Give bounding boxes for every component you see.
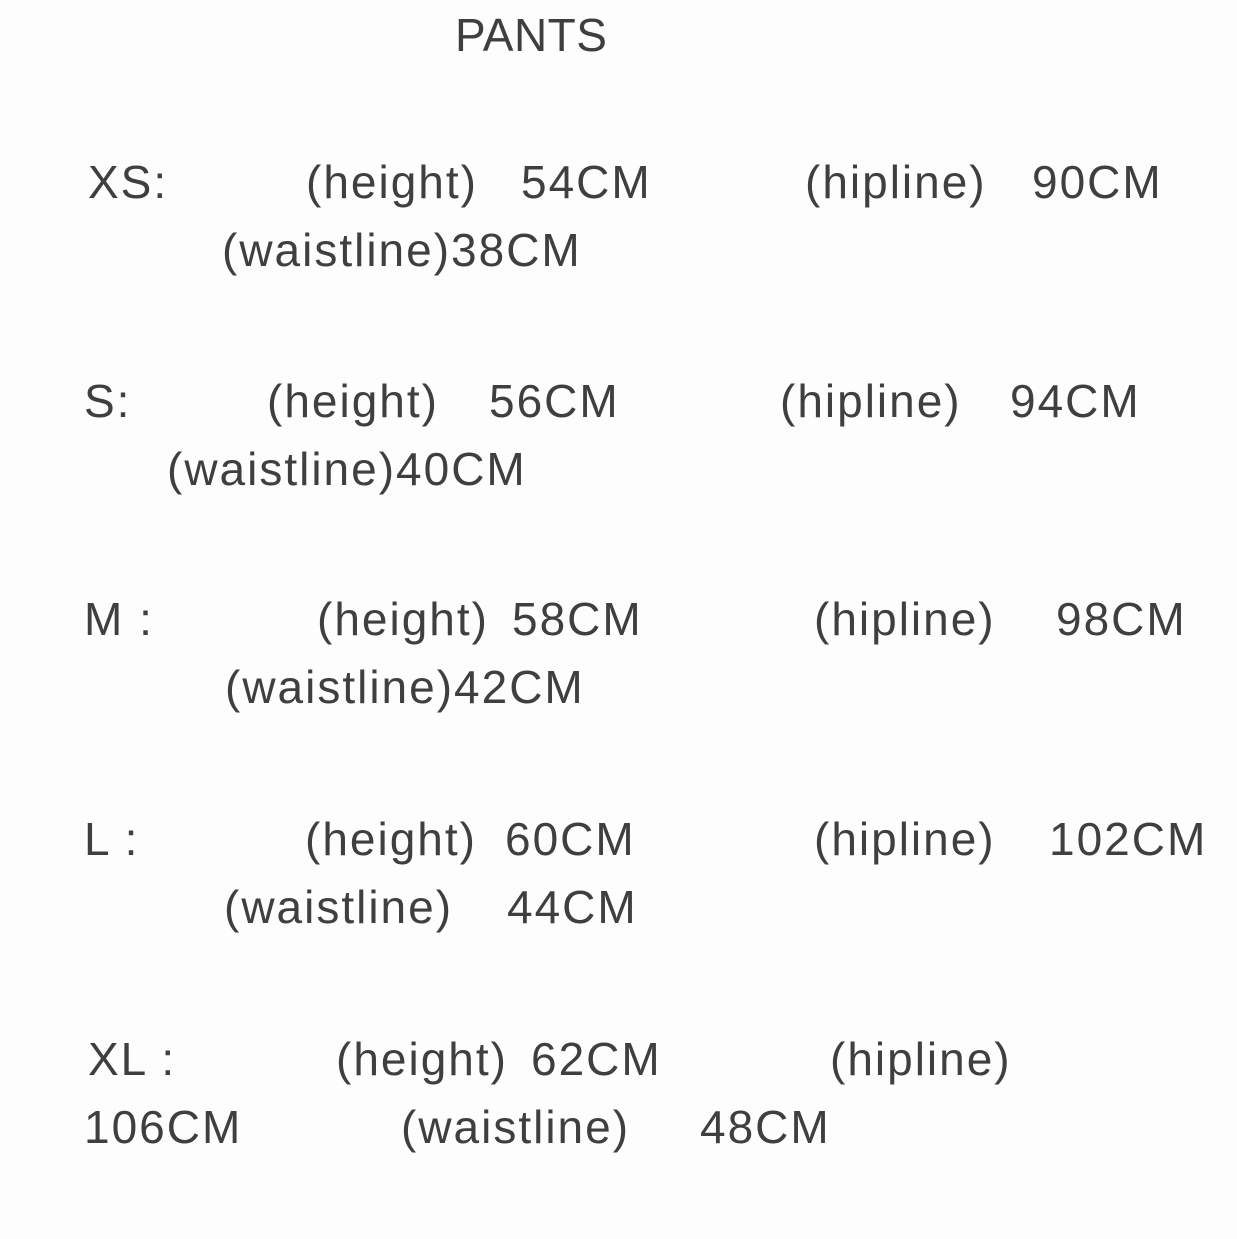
size-label: S: bbox=[84, 375, 132, 427]
waistline-label: (waistline) bbox=[401, 1101, 631, 1153]
height-label: (height) bbox=[317, 593, 489, 645]
height-value: 62CM bbox=[531, 1033, 662, 1085]
hipline-value: 98CM bbox=[1056, 593, 1187, 645]
hipline-label: (hipline) bbox=[814, 813, 996, 865]
hipline-label: (hipline) bbox=[814, 593, 996, 645]
waistline-text: (waistline)40CM bbox=[167, 443, 527, 495]
waistline-value: 44CM bbox=[507, 881, 638, 933]
height-label: (height) bbox=[336, 1033, 508, 1085]
height-label: (height) bbox=[305, 813, 477, 865]
waistline-value: 48CM bbox=[700, 1101, 831, 1153]
hipline-label: (hipline) bbox=[830, 1033, 1012, 1085]
size-label: XL : bbox=[88, 1033, 177, 1085]
size-label: XS: bbox=[88, 156, 169, 208]
hipline-value: 106CM bbox=[84, 1101, 243, 1153]
chart-title: PANTS bbox=[455, 9, 608, 61]
height-value: 56CM bbox=[489, 375, 620, 427]
size-label: M : bbox=[84, 593, 154, 645]
hipline-label: (hipline) bbox=[805, 156, 987, 208]
waistline-text: (waistline)38CM bbox=[222, 224, 582, 276]
hipline-value: 94CM bbox=[1010, 375, 1141, 427]
height-value: 60CM bbox=[505, 813, 636, 865]
waistline-text: (waistline)42CM bbox=[225, 661, 585, 713]
height-value: 58CM bbox=[512, 593, 643, 645]
height-value: 54CM bbox=[521, 156, 652, 208]
hipline-value: 102CM bbox=[1049, 813, 1208, 865]
height-label: (height) bbox=[306, 156, 478, 208]
size-label: L : bbox=[84, 813, 140, 865]
hipline-value: 90CM bbox=[1032, 156, 1163, 208]
height-label: (height) bbox=[267, 375, 439, 427]
hipline-label: (hipline) bbox=[780, 375, 962, 427]
waistline-label: (waistline) bbox=[224, 881, 454, 933]
